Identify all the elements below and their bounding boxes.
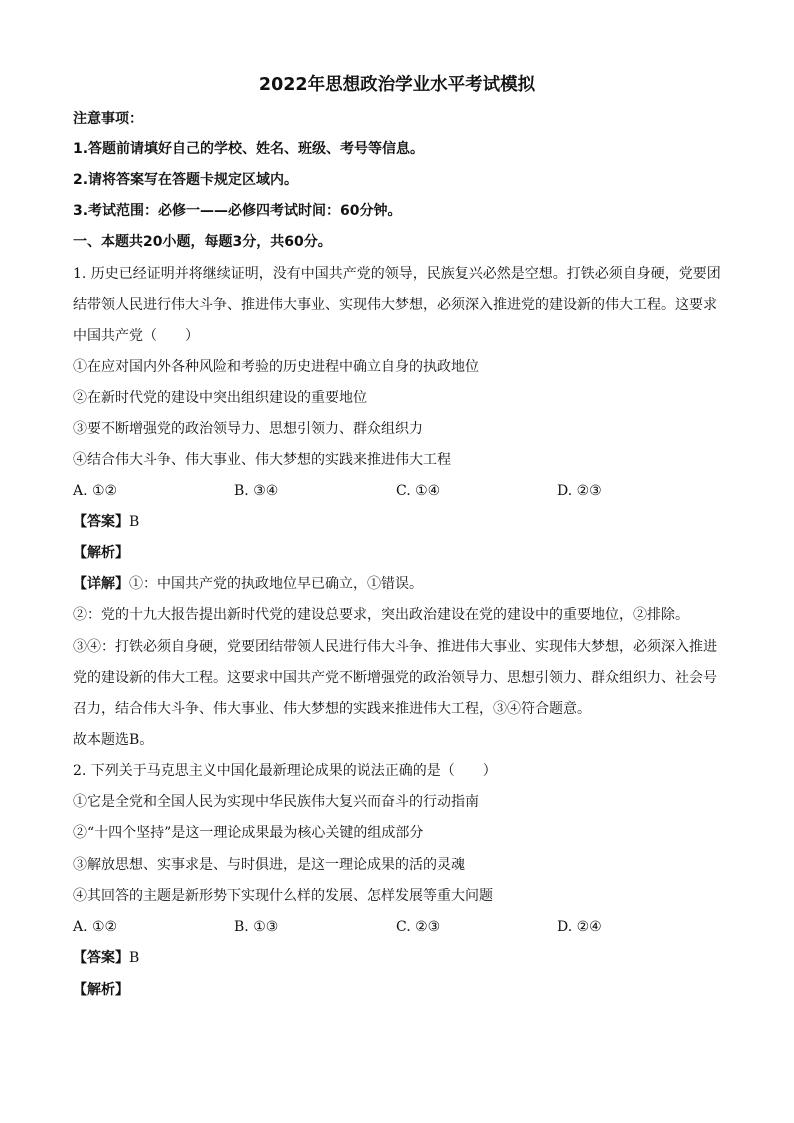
option-b: B. ①③ bbox=[234, 919, 279, 935]
answer-line bbox=[73, 948, 139, 968]
answer-label: 【答案】 bbox=[73, 514, 129, 530]
answer-value: B bbox=[129, 950, 140, 966]
question-2-stem: 2. 下列关于马克思主义中国化最新理论成果的说法正确的是（ ） bbox=[73, 763, 497, 779]
answer-line bbox=[73, 512, 139, 532]
question-1-statement: ②在新时代党的建设中突出组织建设的重要地位 bbox=[73, 390, 367, 406]
section-heading: 一、本题共20小题，每题3分，共60分。 bbox=[73, 234, 332, 250]
detail-line bbox=[73, 574, 423, 594]
question-2-statement: ③解放思想、实事求是、与时俱进，是这一理论成果的活的灵魂 bbox=[73, 857, 465, 873]
question-2-statement: ④其回答的主题是新形势下实现什么样的发展、怎样发展等重大问题 bbox=[73, 888, 493, 904]
option-c: C. ①④ bbox=[396, 483, 441, 499]
option-a: A. ①② bbox=[73, 919, 118, 935]
detail-text: 党的建设新的伟大工程。这要求中国共产党不断增强党的政治领导力、思想引领力、群众组织力、社会号 bbox=[73, 670, 717, 686]
option-a: A. ①② bbox=[73, 483, 118, 499]
question-1-statement: ③要不断增强党的政治领导力、思想引领力、群众组织力 bbox=[73, 421, 423, 437]
detail-text: ①：中国共产党的执政地位早已确立，①错误。 bbox=[129, 576, 423, 592]
option-d: D. ②③ bbox=[557, 483, 602, 499]
detail-text: ③④：打铁必须自身硬，党要团结带领人民进行伟大斗争、推进伟大事业、实现伟大梦想，必须深入推进 bbox=[73, 639, 717, 655]
option-c: C. ②③ bbox=[396, 919, 441, 935]
notes-heading: 注意事项： bbox=[73, 111, 143, 127]
question-1-stem: 中国共产党（ ） bbox=[73, 328, 199, 344]
analysis-label: 【解析】 bbox=[73, 545, 129, 561]
analysis-label: 【解析】 bbox=[73, 982, 129, 998]
note-item: 2.请将答案写在答题卡规定区域内。 bbox=[73, 172, 299, 188]
option-d: D. ②④ bbox=[557, 919, 602, 935]
detail-text: ②：党的十九大报告提出新时代党的建设总要求，突出政治建设在党的建设中的重要地位，②排除。 bbox=[73, 607, 689, 623]
note-item: 1.答题前请填好自己的学校、姓名、班级、考号等信息。 bbox=[73, 141, 425, 157]
detail-conclusion: 故本题选B。 bbox=[73, 732, 154, 748]
detail-label: 【详解】 bbox=[73, 576, 129, 592]
question-1-stem: 结带领人民进行伟大斗争、推进伟大事业、实现伟大梦想，必须深入推进党的建设新的伟大工程。这要求 bbox=[73, 297, 717, 313]
question-1-stem: 1. 历史已经证明并将继续证明，没有中国共产党的领导，民族复兴必然是空想。打铁必须自身硬，党要团 bbox=[73, 266, 721, 282]
page-title: 2022年思想政治学业水平考试模拟 bbox=[258, 75, 536, 95]
note-item: 3.考试范围：必修一——必修四考试时间：60分钟。 bbox=[73, 203, 402, 219]
option-b: B. ③④ bbox=[234, 483, 279, 499]
answer-label: 【答案】 bbox=[73, 950, 129, 966]
question-2-statement: ②“十四个坚持”是这一理论成果最为核心关键的组成部分 bbox=[73, 825, 424, 841]
detail-text: 召力，结合伟大斗争、伟大事业、伟大梦想的实践来推进伟大工程，③④符合题意。 bbox=[73, 701, 591, 717]
question-1-statement: ①在应对国内外各种风险和考验的历史进程中确立自身的执政地位 bbox=[73, 359, 479, 375]
question-2-statement: ①它是全党和全国人民为实现中华民族伟大复兴而奋斗的行动指南 bbox=[73, 794, 479, 810]
answer-value: B bbox=[129, 514, 140, 530]
question-1-statement: ④结合伟大斗争、伟大事业、伟大梦想的实践来推进伟大工程 bbox=[73, 452, 451, 468]
